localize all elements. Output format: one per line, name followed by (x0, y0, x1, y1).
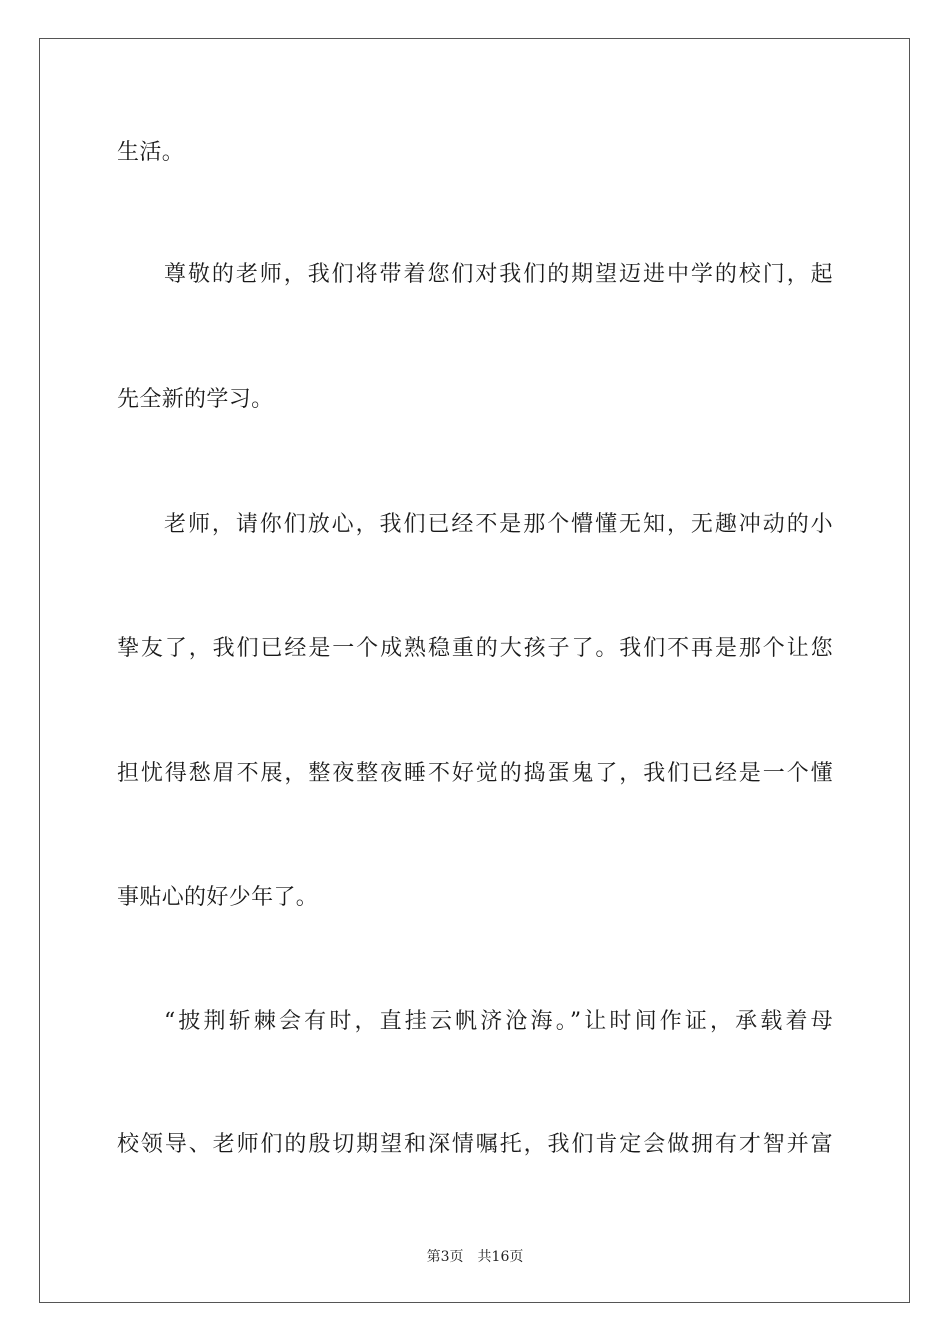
page-number: 第3页 (426, 1249, 464, 1265)
page-footer (0, 1248, 950, 1266)
text-line-2: 尊敬的老师，我们将带着您们对我们的期望迈进中学的校门，起 (164, 262, 833, 287)
text-line-1: 生活。 (117, 140, 185, 165)
text-line-9: 校领导、老师们的殷切期望和深情嘱托，我们肯定会做拥有才智并富 (117, 1132, 833, 1157)
text-line-5: 挚友了，我们已经是一个成熟稳重的大孩子了。我们不再是那个让您 (117, 636, 833, 661)
text-line-4: 老师，请你们放心，我们已经不是那个懵懂无知，无趣冲动的小 (164, 512, 833, 537)
text-line-6: 担忧得愁眉不展，整夜整夜睡不好觉的捣蛋鬼了，我们已经是一个懂 (117, 761, 833, 786)
text-line-8: “披荆斩棘会有时，直挂云帆济沧海。”让时间作证，承载着母 (164, 1009, 833, 1034)
page-total: 共16页 (477, 1249, 524, 1265)
page-border (39, 38, 910, 1303)
text-line-7: 事贴心的好少年了。 (117, 885, 319, 910)
text-line-3: 先全新的学习。 (117, 387, 274, 412)
